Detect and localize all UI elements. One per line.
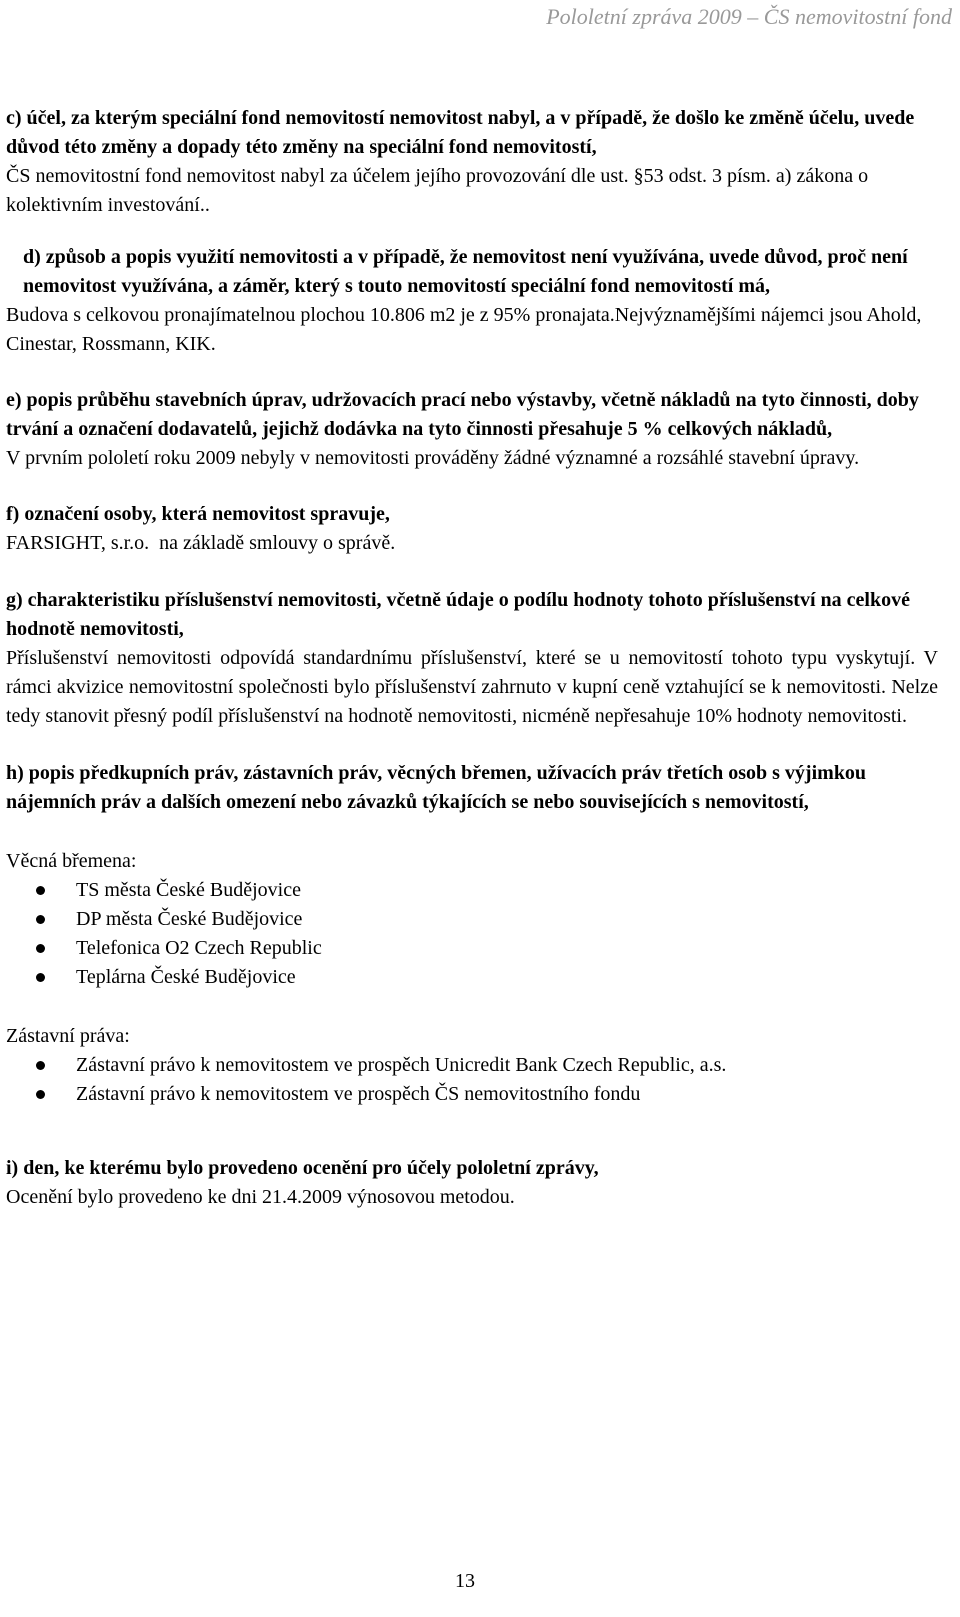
section-e bbox=[6, 386, 938, 473]
section-c bbox=[6, 104, 938, 220]
section-d-body-wrap bbox=[6, 301, 938, 359]
section-e-heading: e) popis průběhu stavebních úprav, udržovacích prací nebo výstavby, včetně nákladů na tyto činnosti, doby trvání a označení dodavatelů, jejichž dodávka na tyto činnosti přesahuje 5 % celkových nákladů, bbox=[6, 389, 919, 440]
liens-section bbox=[6, 1022, 938, 1109]
bullet-icon bbox=[36, 886, 45, 895]
bullet-icon bbox=[36, 1090, 45, 1099]
easements-section bbox=[6, 847, 938, 992]
bullet-icon bbox=[36, 915, 45, 924]
section-f-heading: f) označení osoby, která nemovitost spravuje, bbox=[6, 503, 390, 525]
section-g bbox=[6, 586, 938, 731]
list-item-text: Zástavní právo k nemovitostem ve prospěch Unicredit Bank Czech Republic, a.s. bbox=[76, 1054, 727, 1076]
section-g-body: Příslušenství nemovitosti odpovídá standardnímu příslušenství, které se u nemovitostí tohoto typu vyskytují. V rámci akvizice nemovitostní společnosti bylo příslušenství zahrnuto v kupní ceně vztahující se k nemovitosti. Nelze tedy stanovit přesný podíl příslušenství na hodnotě nemovitosti, nicméně nepřesahuje 10% hodnoty nemovitosti. bbox=[6, 647, 938, 727]
section-f-body: FARSIGHT, s.r.o. na základě smlouvy o správě. bbox=[6, 532, 396, 554]
bullet-icon bbox=[36, 944, 45, 953]
section-i bbox=[6, 1154, 938, 1212]
section-h-heading: h) popis předkupních práv, zástavních práv, věcných břemen, užívacích práv třetích osob s výjimkou nájemních práv a dalších omezení nebo závazků týkajících se nebo souvisejících s nemovitostí, bbox=[6, 762, 867, 813]
list-item-text: Zástavní právo k nemovitostem ve prospěch ČS nemovitostního fondu bbox=[76, 1083, 641, 1105]
liens-label: Zástavní práva: bbox=[6, 1025, 130, 1047]
section-g-heading: g) charakteristiku příslušenství nemovitosti, včetně údaje o podílu hodnoty tohoto příslušenství na celkové hodnotě nemovitosti, bbox=[6, 589, 910, 640]
list-item-text: DP města České Budějovice bbox=[76, 908, 303, 930]
section-f bbox=[6, 500, 938, 558]
list-item-text: TS města České Budějovice bbox=[76, 879, 301, 901]
document-body bbox=[6, 104, 938, 1212]
section-i-heading: i) den, ke kterému bylo provedeno ocenění pro účely pololetní zprávy, bbox=[6, 1157, 599, 1179]
list-item bbox=[6, 934, 938, 963]
list-item bbox=[6, 1051, 938, 1080]
section-e-body: V prvním pololetí roku 2009 nebyly v nemovitosti prováděny žádné významné a rozsáhlé stavební úpravy. bbox=[6, 447, 860, 469]
list-item bbox=[6, 963, 938, 992]
list-item bbox=[6, 1080, 938, 1109]
list-item bbox=[6, 905, 938, 934]
list-item-text: Teplárna České Budějovice bbox=[76, 966, 296, 988]
section-d-heading: d) způsob a popis využití nemovitosti a v případě, že nemovitost není využívána, uvede důvod, proč není nemovitost využívána, a záměr, který s touto nemovitostí speciální fond nemovitostí má, bbox=[23, 246, 908, 297]
bullet-icon bbox=[36, 973, 45, 982]
section-d-body: Budova s celkovou pronajímatelnou plochou 10.806 m2 je z 95% pronajata.Nejvýznamějšími nájemci jsou Ahold, Cinestar, Rossmann, KIK. bbox=[6, 304, 922, 355]
section-i-body: Ocenění bylo provedeno ke dni 21.4.2009 výnosovou metodou. bbox=[6, 1186, 515, 1208]
section-c-body: ČS nemovitostní fond nemovitost nabyl za účelem jejího provozování dle ust. §53 odst. 3 písm. a) zákona o kolektivním investování.. bbox=[6, 165, 869, 216]
bullet-icon bbox=[36, 1061, 45, 1070]
page-number: 13 bbox=[455, 1570, 475, 1592]
running-header: Pololetní zpráva 2009 – ČS nemovitostní fond bbox=[546, 4, 952, 29]
liens-list bbox=[6, 1051, 938, 1109]
easements-label: Věcná břemena: bbox=[6, 850, 137, 872]
list-item-text: Telefonica O2 Czech Republic bbox=[76, 937, 322, 959]
list-item bbox=[6, 876, 938, 905]
section-c-heading: c) účel, za kterým speciální fond nemovitostí nemovitost nabyl, a v případě, že došlo ke změně účelu, uvede důvod této změny a dopady této změny na speciální fond nemovitostí, bbox=[6, 107, 915, 158]
section-h bbox=[6, 759, 938, 817]
easements-list bbox=[6, 876, 938, 992]
section-d bbox=[6, 243, 938, 301]
